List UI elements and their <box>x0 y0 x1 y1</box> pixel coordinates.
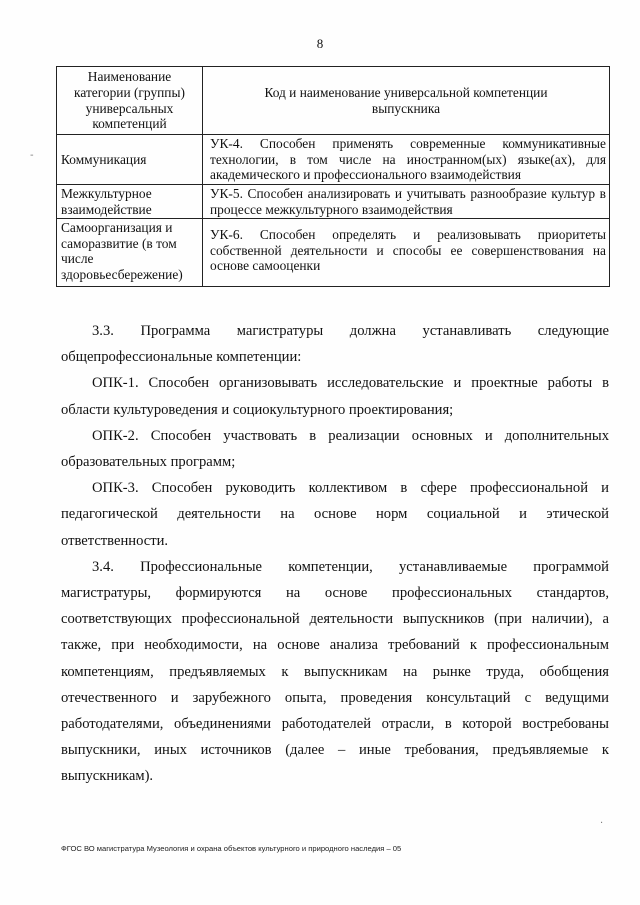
table-row <box>57 219 610 287</box>
competence-cell: УК-4. Способен применять современные коммуникативные технологии, в том числе на иностранном(ых) языке(ах), для академического и профессионального взаимодействия <box>203 135 610 185</box>
competence-table <box>56 66 610 287</box>
page-number: 8 <box>316 36 324 51</box>
paragraph-opk-2: ОПК-2. Способен участвовать в реализации основных и дополнительных образовательных программ; <box>61 427 609 471</box>
scan-mark: · <box>600 818 604 829</box>
footer-text: ФГОС ВО магистратура Музеология и охрана объектов культурного и природного наследия – 05 <box>61 844 402 853</box>
table-row <box>57 185 610 219</box>
header-category-cell: Наименование категории (группы) универсальных компетенций <box>57 67 203 135</box>
body-text <box>61 318 609 790</box>
table-row <box>57 135 610 185</box>
table-header-row <box>57 67 610 135</box>
competence-cell: УК-6. Способен определять и реализовывать приоритеты собственной деятельности и способы ее совершенствования на основе самооценки <box>203 219 610 287</box>
header-code-cell: Код и наименование универсальной компетенции выпускника <box>203 67 610 135</box>
paragraph-3-4: 3.4. Профессиональные компетенции, устанавливаемые программой магистратуры, формируются на основе профессиональных стандартов, соответствующих профессиональной деятельности выпускников (при наличии), а также, при необходимости, на основе анализа требований к профессиональным компетенциям, предъявляемых к выпускникам на рынке труда, обобщения отечественного и зарубежного опыта, проведения консультаций с ведущими работодателями, объединениями работодателей отрасли, в которой востребованы выпускники, иных источников (далее – иные требования, предъявляемые к выпускникам). <box>61 558 609 785</box>
scan-mark: ‑ <box>30 150 34 161</box>
paragraph-3-3: 3.3. Программа магистратуры должна устанавливать следующие общепрофессиональные компетенции: <box>61 323 609 366</box>
category-cell: Межкультурное взаимодействие <box>57 185 203 219</box>
competence-cell: УК-5. Способен анализировать и учитывать разнообразие культур в процессе межкультурного взаимодействия <box>203 185 610 219</box>
paragraph-opk-1: ОПК-1. Способен организовывать исследовательские и проектные работы в области культуроведения и социокультурного проектирования; <box>61 375 609 418</box>
paragraph-opk-3: ОПК-3. Способен руководить коллективом в сфере профессиональной и педагогической деятельности на основе норм социальной и этической ответственности. <box>61 480 609 549</box>
category-cell: Коммуникация <box>57 135 203 185</box>
category-cell: Самоорганизация и саморазвитие (в том числе здоровьесбережение) <box>57 219 203 287</box>
